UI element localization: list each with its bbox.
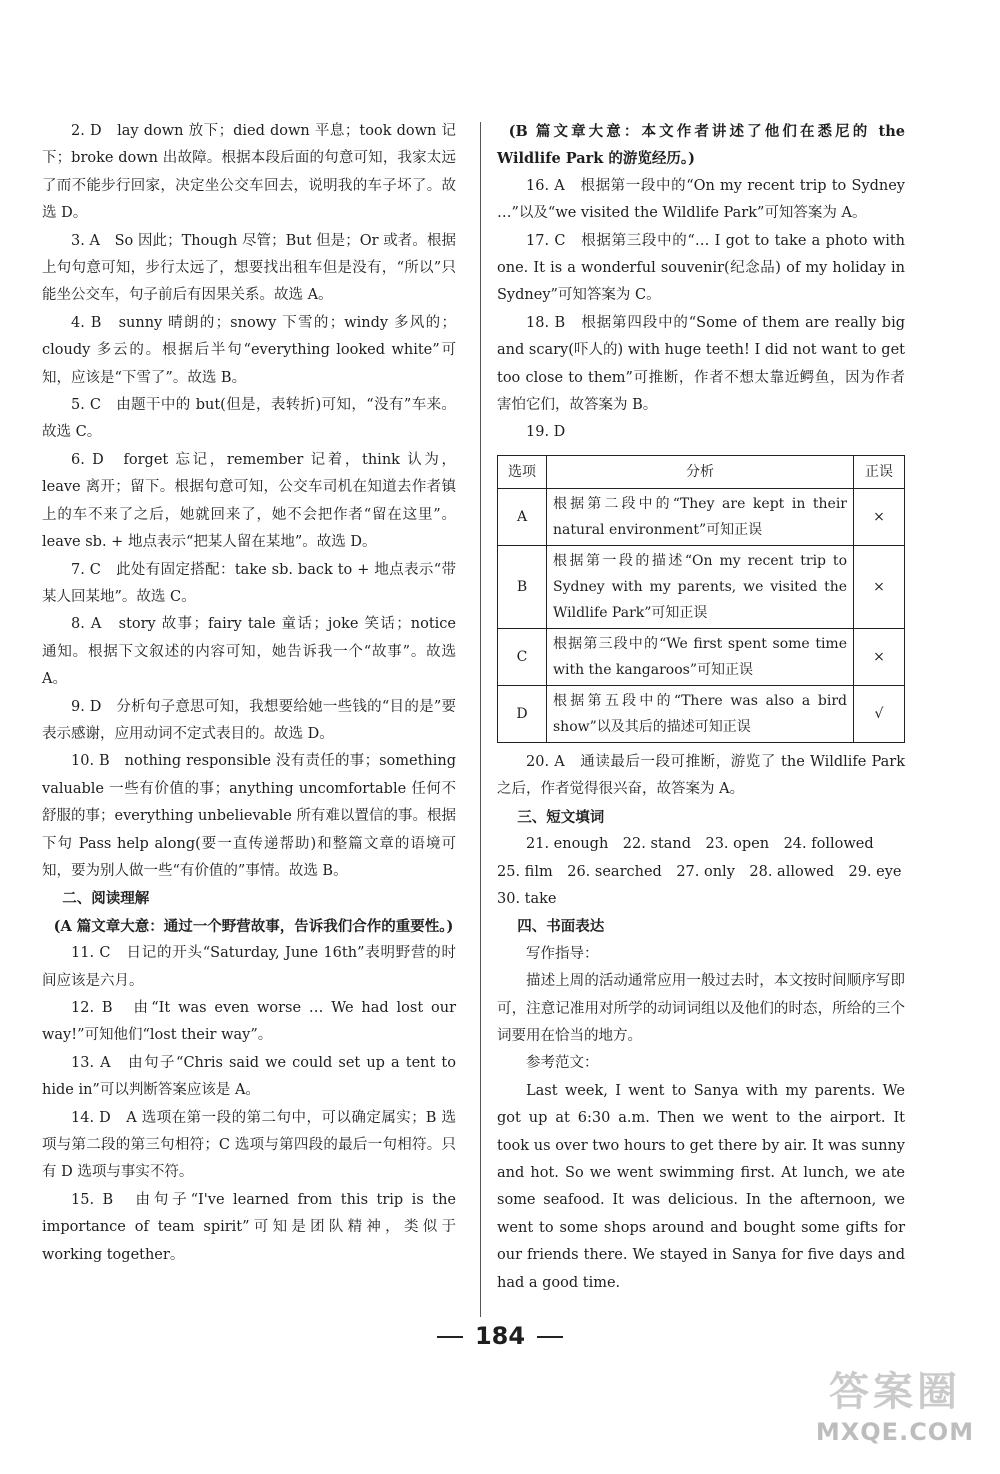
section-title-reading: 二、阅读理解 <box>62 890 150 908</box>
answer-q6: 6. D forget 忘记，remember 记着，think 认为，leave 离开；留下。根据句意可知，公交车司机在知道去作者镇上的车不来了之后，她就回来了，她不会把作者“留在这里”。leave sb. + 地点表示“把某人留在某地”。故选 D。 <box>42 451 456 551</box>
right-column <box>497 118 905 1297</box>
row-option: C <box>498 628 547 685</box>
column-divider <box>480 122 481 1317</box>
page-number <box>0 1322 1000 1350</box>
row-mark: √ <box>854 685 905 742</box>
answer-q10: 10. B nothing responsible 没有责任的事；something valuable 一些有价值的事；anything uncomfortable 任何不舒服的事；everything unbelievable 所有难以置信的事。根据下句 Pass help along(要一直传递帮助)和整篇文章的语境可知，要为别人做一些“有价值的”事情。故选 B。 <box>42 753 456 879</box>
answer-q11: 11. C 日记的开头“Saturday, June 16th”表明野营的时间应该是六月。 <box>42 945 456 989</box>
answer-q2: 2. D lay down 放下；died down 平息；took down 记下；broke down 出故障。根据本段后面的句意可知，我家太远了而不能步行回家，决定坐公交车回去，说明我的车子坏了。故选 D。 <box>42 123 456 222</box>
row-option: D <box>498 685 547 742</box>
page-number-dash-left <box>437 1336 463 1338</box>
row-analysis: 根据第二段中的“They are kept in their natural environment”可知正误 <box>547 488 854 545</box>
header-analysis: 分析 <box>547 455 854 488</box>
row-option: A <box>498 488 547 545</box>
cloze-answers-line-3: 30. take <box>497 890 557 907</box>
answer-q20: 20. A 通读最后一段可推断，游览了 the Wildlife Park 之后，作者觉得很兴奋，故答案为 A。 <box>497 753 905 798</box>
table-header-row <box>498 455 905 488</box>
sample-essay-text: Last week, I went to Sanya with my parents. We got up at 6:30 a.m. Then we went to the airport. It took us over two hours to get there by air. It was sunny and hot. So we went swimming first. At lunch, we ate some seafood. It was delicious. In the afternoon, we went to some shops around and bought some gifts for our friends there. We stayed in Sanya for five days and had a good time. <box>497 1082 905 1291</box>
summary-passage-b: (B 篇文章大意：本文作者讲述了他们在悉尼的 the Wildlife Park 的游览经历。) <box>497 123 905 168</box>
cloze-answers-line-2: 25. film 26. searched 27. only 28. allowed 29. eye <box>497 863 902 880</box>
watermark-logo: 答案圈 <box>829 1369 961 1415</box>
sample-essay-label: 参考范文： <box>526 1055 599 1072</box>
left-column <box>42 118 456 1269</box>
answer-q15: 15. B 由句子“I've learned from this trip is the importance of team spirit”可知是团队精神，类似于 working together。 <box>42 1191 456 1263</box>
row-analysis: 根据第一段的描述“On my recent trip to Sydney with my parents, we visited the Wildlife Park”可知正误 <box>547 545 854 628</box>
summary-passage-a: (A 篇文章大意：通过一个野营故事，告诉我们合作的重要性。) <box>53 917 454 935</box>
table-row <box>498 545 905 628</box>
page-number-text: 184 <box>474 1322 526 1350</box>
answer-q8: 8. A story 故事；fairy tale 童话；joke 笑话；notice 通知。根据下文叙述的内容可知，她告诉我一个“故事”。故选 A。 <box>42 616 456 688</box>
answer-q7: 7. C 此处有固定搭配：take sb. back to + 地点表示“带某人回某地”。故选 C。 <box>42 561 456 605</box>
page-number-dash-right <box>537 1336 563 1338</box>
answer-q12: 12. B 由“It was even worse … We had lost our way!”可知他们“lost their way”。 <box>42 1000 456 1044</box>
row-mark: × <box>854 488 905 545</box>
answer-q5: 5. C 由题干中的 but(但是，表转折)可知，“没有”车来。故选 C。 <box>42 397 456 441</box>
answer-q17: 17. C 根据第三段中的“… I got to take a photo with one. It is a wonderful souvenir(纪念品) of my holiday in Sydney”可知答案为 C。 <box>497 232 905 304</box>
answer-q13: 13. A 由句子“Chris said we could set up a tent to hide in”可以判断答案应该是 A。 <box>42 1054 456 1099</box>
section-title-cloze: 三、短文填词 <box>517 808 605 826</box>
answer-q9: 9. D 分析句子意思可知，我想要给她一些钱的“目的是”要表示感谢，应用动词不定式表目的。故选 D。 <box>42 698 456 742</box>
row-option: B <box>498 545 547 628</box>
header-option: 选项 <box>498 455 547 488</box>
table-row <box>498 488 905 545</box>
watermark-url: MXQE.COM <box>815 1418 975 1446</box>
cloze-answers-line-1: 21. enough 22. stand 23. open 24. followed <box>526 836 874 853</box>
answer-q16: 16. A 根据第一段中的“On my recent trip to Sydney …”以及“we visited the Wildlife Park”可知答案为 A。 <box>497 177 905 222</box>
header-correct: 正误 <box>854 455 905 488</box>
row-analysis: 根据第五段中的“There was also a bird show”以及其后的描述可知正误 <box>547 685 854 742</box>
row-analysis: 根据第三段中的“We first spent some time with the kangaroos”可知正误 <box>547 628 854 685</box>
analysis-table <box>497 455 905 743</box>
table-row <box>498 685 905 742</box>
row-mark: × <box>854 545 905 628</box>
site-watermark <box>810 1366 980 1466</box>
answer-q14: 14. D A 选项在第一段的第二句中，可以确定属实；B 选项与第二段的第三句相符；C 选项与第四段的最后一句相符。只有 D 选项与事实不符。 <box>42 1109 456 1181</box>
answer-q19: 19. D <box>526 424 566 441</box>
section-title-writing: 四、书面表达 <box>517 918 605 936</box>
writing-guide-text: 描述上周的活动通常应用一般过去时，本文按时间顺序写即可，注意记准用对所学的动词词组以及他们的时态，所给的三个词要用在恰当的地方。 <box>497 973 905 1044</box>
answer-q3: 3. A So 因此；Though 尽管；But 但是；Or 或者。根据上句句意可知，步行太远了，想要找出租车但是没有，“所以”只能坐公交车，句子前后有因果关系。故选 A。 <box>42 232 456 304</box>
row-mark: × <box>854 628 905 685</box>
answer-q18: 18. B 根据第四段中的“Some of them are really big and scary(吓人的) with huge teeth! I did not want to get too close to them”可推断，作者不想太靠近鳄鱼，因为作者害怕它们，故答案为 B。 <box>497 314 905 414</box>
answer-q4: 4. B sunny 晴朗的；snowy 下雪的；windy 多风的；cloudy 多云的。根据后半句“everything looked white”可知，应该是“下雪了”。故选 B。 <box>42 314 456 386</box>
table-row <box>498 628 905 685</box>
writing-guide-label: 写作指导： <box>526 945 599 962</box>
